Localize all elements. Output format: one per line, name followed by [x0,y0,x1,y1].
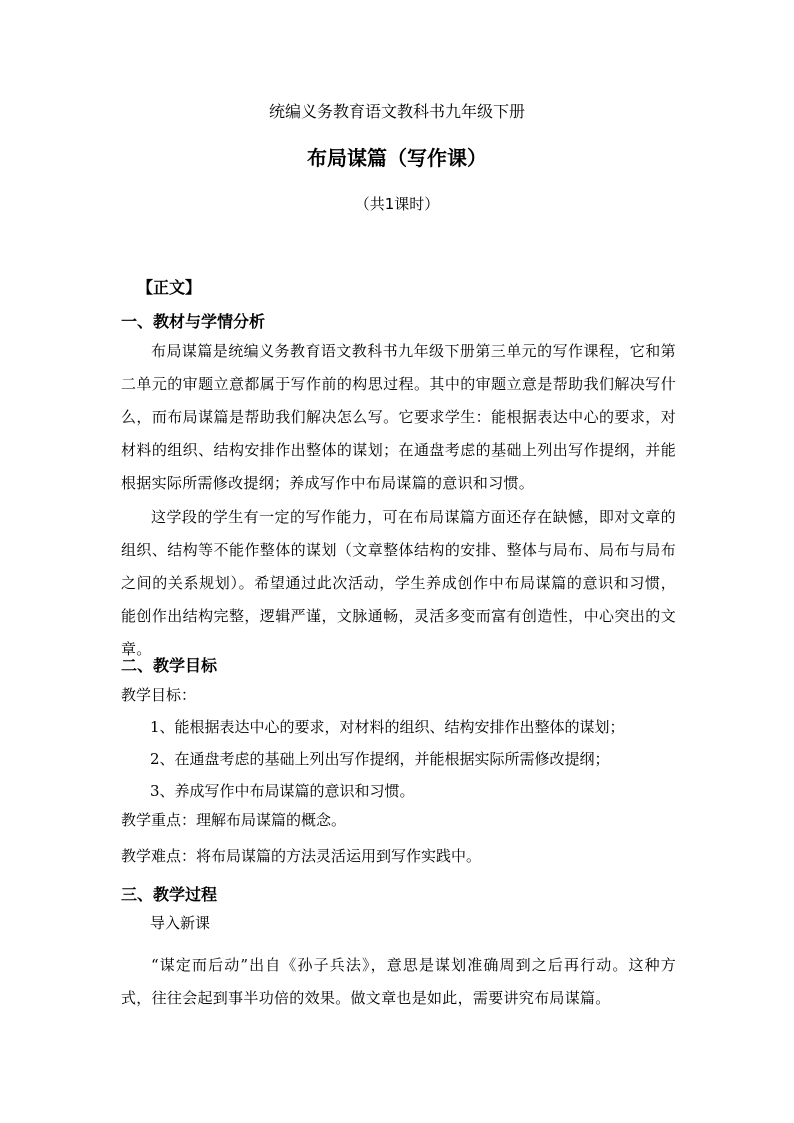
section-3-heading: 三、教学过程 [121,885,218,904]
teaching-key-point: 教学重点：理解布局谋篇的概念。 [121,811,347,829]
goal-item: 1、能根据表达中心的要求，对材料的组织、结构安排作出整体的谋划； [150,718,625,736]
teaching-difficulty: 教学难点：将布局谋篇的方法灵活运用到写作实践中。 [121,847,482,865]
section-1-paragraph-1: 布局谋篇是统编义务教育语文教科书九年级下册第三单元的写作课程，它和第二单元的审题立意都属于写作前的构思过程。其中的审题立意是帮助我们解决写什么，而布局谋篇是帮助我们解决怎么写。它要求学生：能根据表达中心的要求，对材料的组织、结构安排作出整体的谋划；在通盘考虑的基础上列出写作提纲，并能根据实际所需修改提纲；养成写作中布局谋篇的意识和习惯。 [121,342,676,492]
textbook-name: 统编义务教育语文教科书九年级下册 [268,102,525,121]
section-3-subheading: 导入新课 [150,914,211,932]
section-1-heading: 一、教材与学情分析 [121,312,266,331]
lesson-period: （共1课时） [354,195,440,213]
section-2-heading: 二、教学目标 [121,656,218,675]
section-3-paragraph-1: “谋定而后动”出自《孙子兵法》，意思是谋划准确周到之后再行动。这种方式，往往会起到事半功倍的效果。做文章也是如此，需要讲究布局谋篇。 [121,956,676,1007]
goals-label: 教学目标： [121,686,197,704]
body-label: 【正文】 [137,278,202,297]
goal-item: 3、养成写作中布局谋篇的意识和习惯。 [150,782,415,800]
goal-item: 2、在通盘考虑的基础上列出写作提纲，并能根据实际所需修改提纲； [150,750,610,768]
lesson-title: 布局谋篇（写作课） [307,146,487,170]
section-1-paragraph-2: 这学段的学生有一定的写作能力，可在布局谋篇方面还存在缺憾，即对文章的组织、结构等不能作整体的谋划（文章整体结构的安排、整体与局布、局布与局布之间的关系规划）。希望通过此次活动，学生养成创作中布局谋篇的意识和习惯，能创作出结构完整，逻辑严谨，文脉通畅，灵活多变而富有创造性，中心突出的文章。 [121,508,676,658]
